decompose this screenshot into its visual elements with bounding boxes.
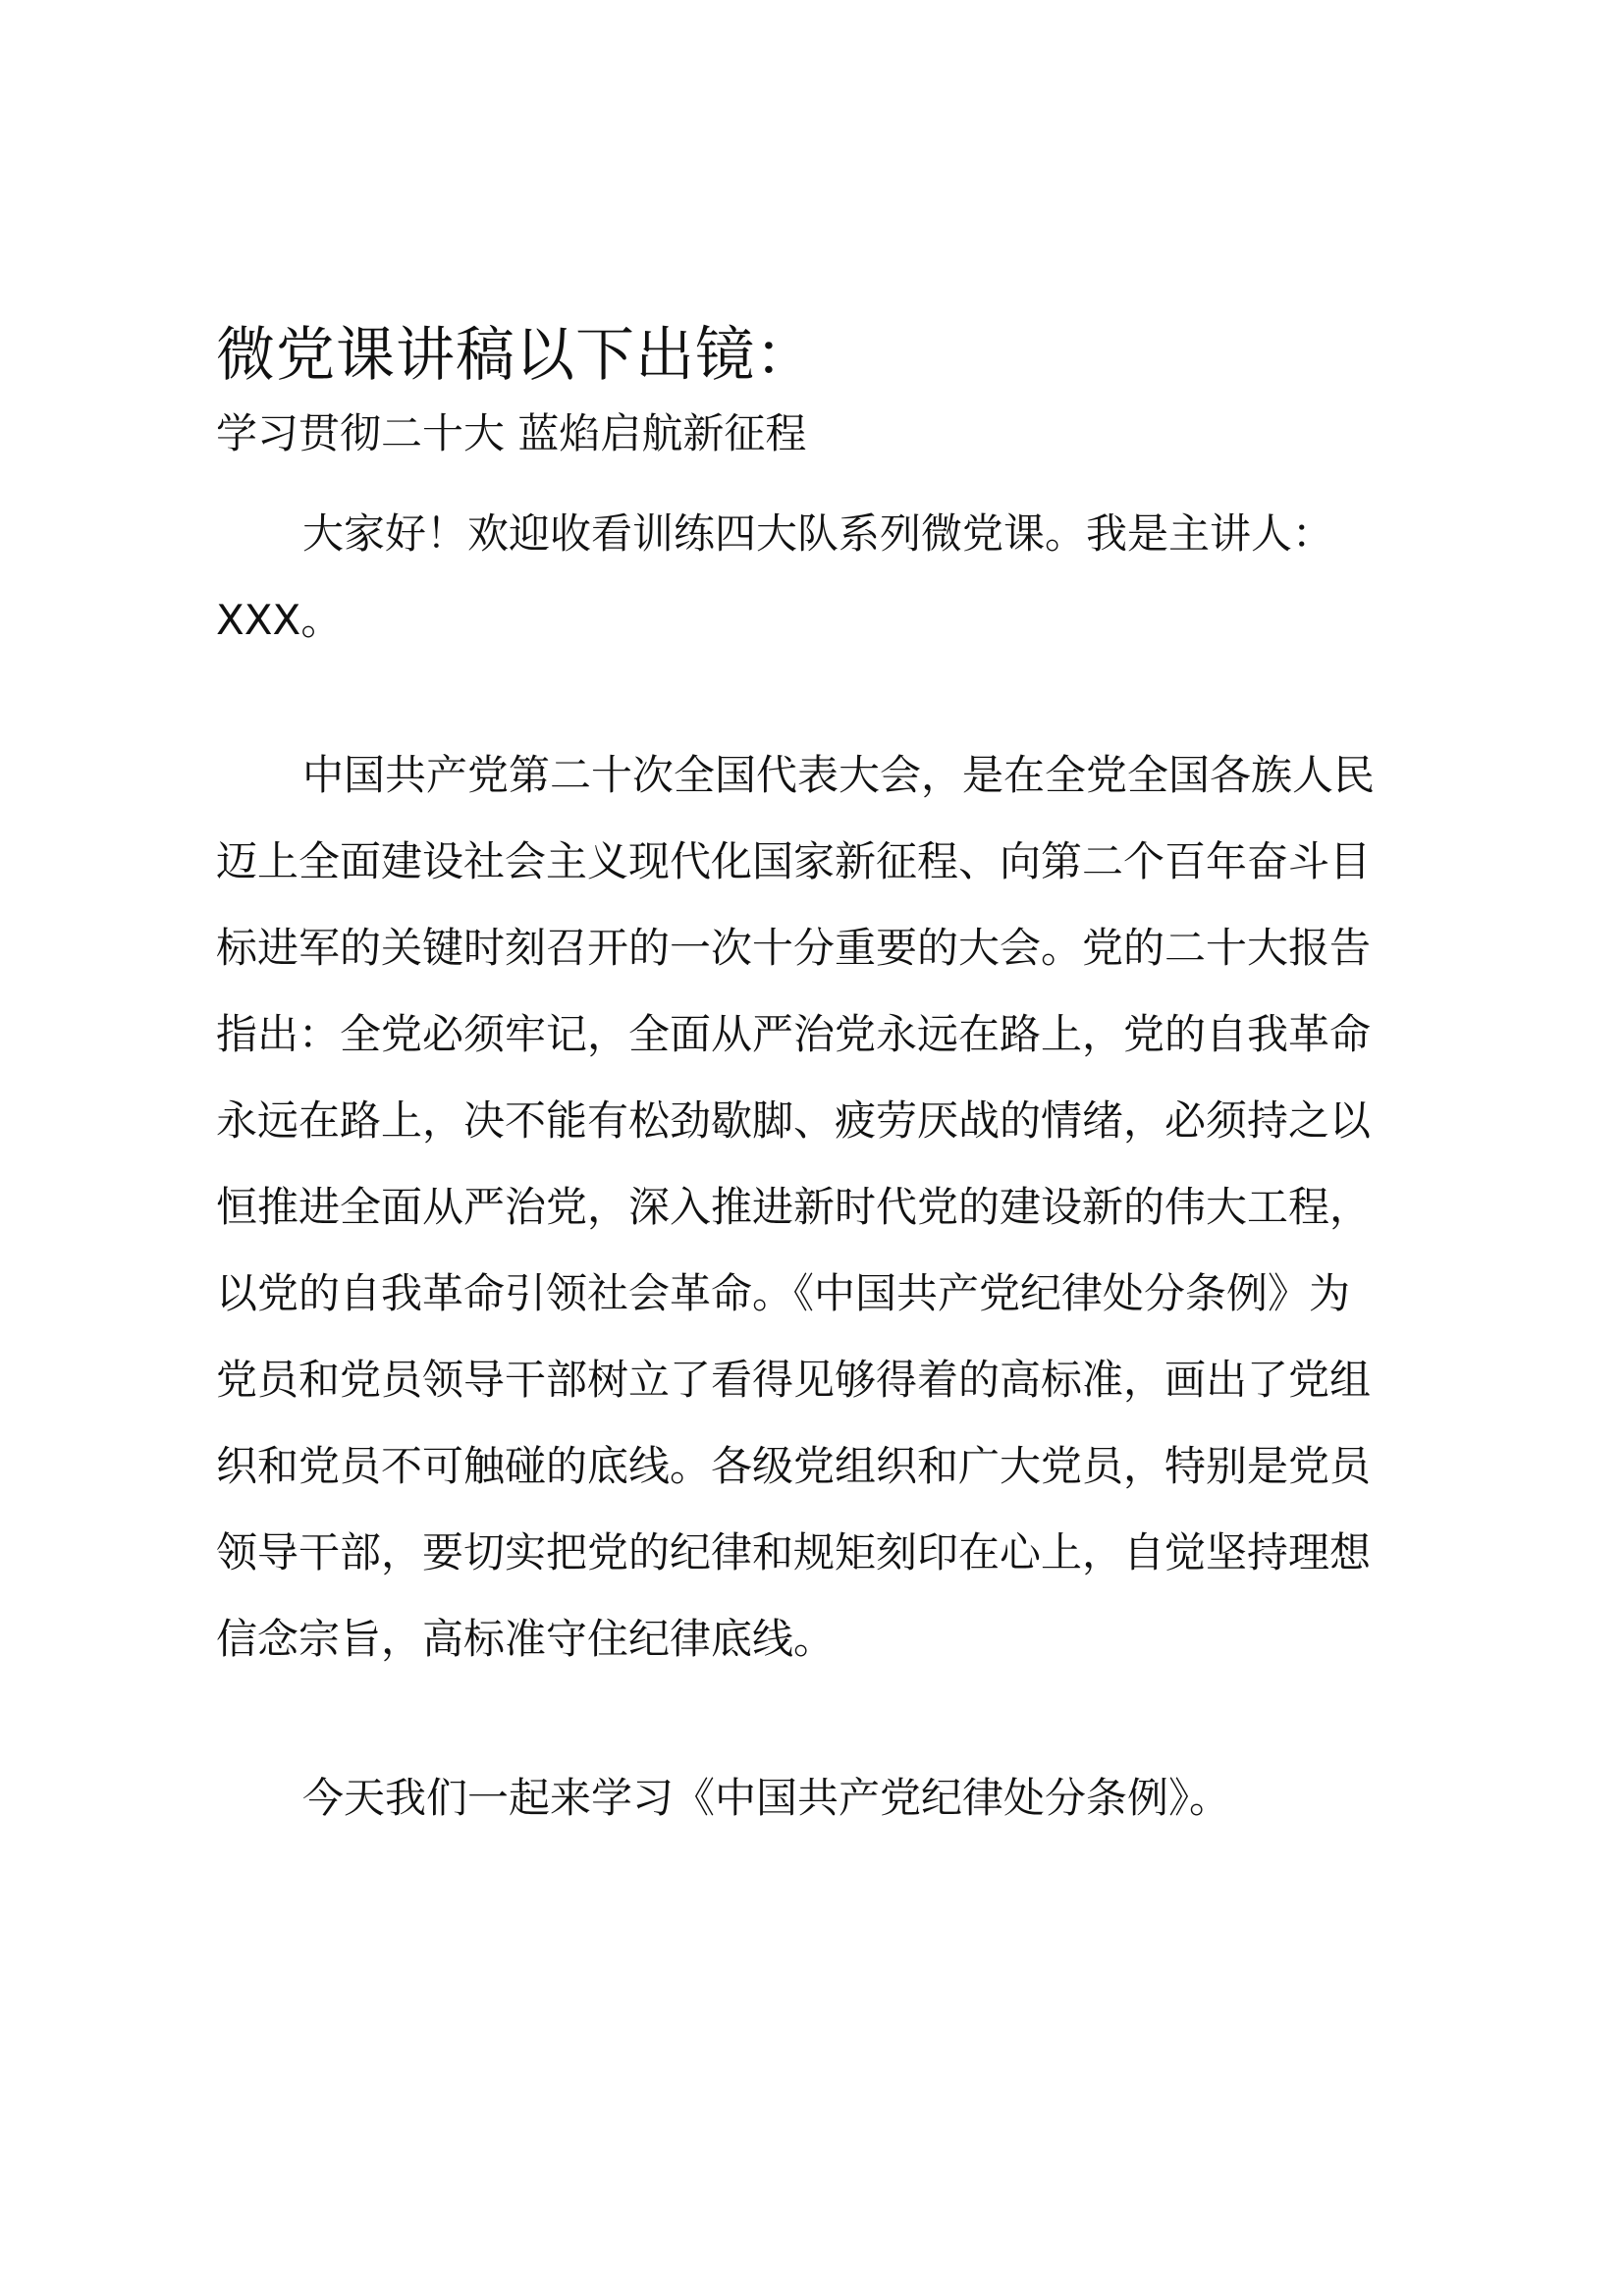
paragraph-line: [216, 491, 1434, 577]
line-text: 信念宗旨，高标准守住纪律底线。: [216, 1615, 836, 1663]
paragraph-line: [216, 577, 1434, 664]
line-text: XXX。: [216, 596, 343, 644]
paragraph-line: [216, 1078, 1434, 1164]
paragraph-greeting: [216, 491, 1434, 664]
line-text: 大家好！欢迎收看训练四大队系列微党课。我是主讲人：: [302, 509, 1334, 558]
line-text: 织和党员不可触碰的底线。各级党组织和广大党员，特别是党员: [216, 1442, 1372, 1490]
paragraph-line: [216, 1251, 1434, 1337]
line-text: 领导干部，要切实把党的纪律和规矩刻印在心上，自觉坚持理想: [216, 1528, 1372, 1576]
line-text: 中国共产党第二十次全国代表大会，是在全党全国各族人民: [302, 751, 1376, 799]
paragraph-line: [216, 819, 1434, 905]
line-text: 指出：全党必须牢记，全面从严治党永远在路上，党的自我革命: [216, 1010, 1372, 1058]
line-text: 今天我们一起来学习《中国共产党纪律处分条例》。: [302, 1774, 1231, 1822]
document-subtitle: 学习贯彻二十大 蓝焰启航新征程: [216, 409, 807, 457]
paragraph-main: [216, 732, 1434, 1682]
paragraph-line: [216, 1755, 1434, 1842]
line-text: 标进军的关键时刻召开的一次十分重要的大会。党的二十大报告: [216, 924, 1372, 972]
line-text: 迈上全面建设社会主义现代化国家新征程、向第二个百年奋斗目: [216, 837, 1372, 885]
line-text: 恒推进全面从严治党，深入推进新时代党的建设新的伟大工程，: [216, 1183, 1372, 1231]
paragraph-line: [216, 1337, 1434, 1423]
line-text: 党员和党员领导干部树立了看得见够得着的高标准，画出了党组: [216, 1356, 1372, 1404]
paragraph-line: [216, 1510, 1434, 1596]
paragraph-line: [216, 1423, 1434, 1510]
paragraph-closing: [216, 1755, 1434, 1842]
line-text: 永远在路上，决不能有松劲歇脚、疲劳厌战的情绪，必须持之以: [216, 1096, 1372, 1145]
line-text: 以党的自我革命引领社会革命。《中国共产党纪律处分条例》为: [216, 1269, 1351, 1317]
paragraph-line: [216, 991, 1434, 1078]
paragraph-line: [216, 732, 1434, 819]
paragraph-line: [216, 1164, 1434, 1251]
paragraph-line: [216, 1596, 1434, 1682]
paragraph-line: [216, 905, 1434, 991]
document-title: 微党课讲稿以下出镜：: [216, 321, 815, 390]
